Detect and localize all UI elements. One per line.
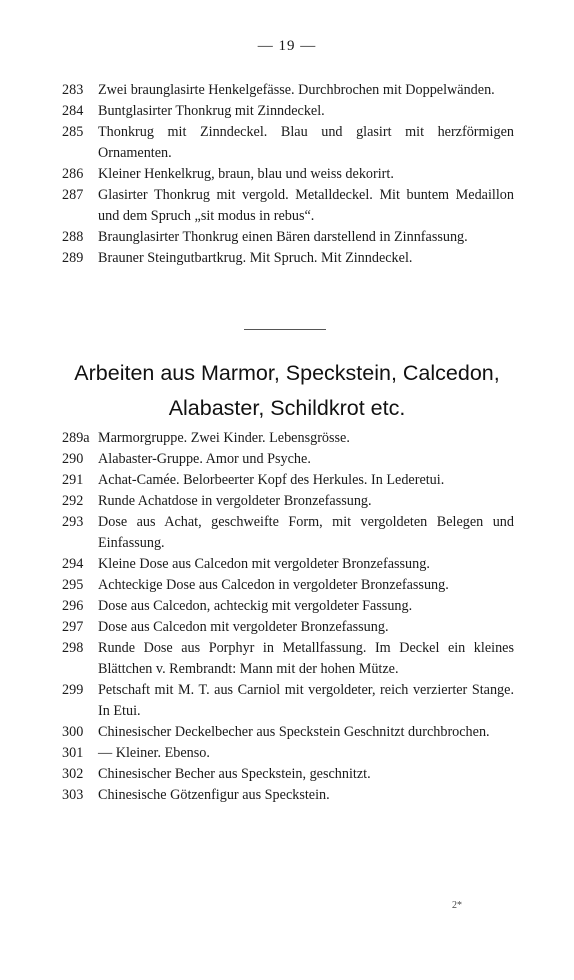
section-heading-line-2: Alabaster, Schildkrot etc.: [168, 396, 406, 420]
catalogue-entry: [62, 101, 514, 122]
catalogue-entry: [62, 122, 514, 164]
catalogue-entry: [62, 164, 514, 185]
entry-number: 284: [62, 103, 84, 119]
entry-description: Dose aus Calcedon mit vergoldeter Bronzefassung.: [98, 619, 389, 635]
entry-description: Alabaster-Gruppe. Amor und Psyche.: [98, 451, 311, 467]
entry-description: Thonkrug mit Zinndeckel. Blau und glasirt mit herzförmigen Ornamenten.: [98, 124, 514, 161]
entry-description: Zwei braunglasirte Henkelgefässe. Durchbrochen mit Doppelwänden.: [98, 82, 495, 98]
entry-number: 286: [62, 166, 84, 182]
catalogue-entry: [62, 596, 514, 617]
entry-number: 291: [62, 472, 84, 488]
entry-number: 299: [62, 682, 84, 698]
entry-description: Kleiner Henkelkrug, braun, blau und weiss dekorirt.: [98, 166, 394, 182]
catalogue-entry: [62, 512, 514, 554]
section-heading: [40, 356, 534, 426]
entry-number: 302: [62, 766, 84, 782]
entry-number: 288: [62, 229, 84, 245]
entry-description: Chinesische Götzenfigur aus Speckstein.: [98, 787, 330, 803]
catalogue-entry: [62, 227, 514, 248]
catalogue-entry: [62, 638, 514, 680]
entry-description: — Kleiner. Ebenso.: [98, 745, 210, 761]
entry-description: Chinesischer Becher aus Speckstein, geschnitzt.: [98, 766, 371, 782]
entry-description: Dose aus Achat, geschweifte Form, mit vergoldeten Belegen und Einfassung.: [98, 514, 514, 551]
entry-description: Achteckige Dose aus Calcedon in vergoldeter Bronzefassung.: [98, 577, 449, 593]
entry-description: Runde Achatdose in vergoldeter Bronzefassung.: [98, 493, 372, 509]
catalogue-entry: [62, 722, 514, 743]
entry-number: 289: [62, 250, 84, 266]
entry-number: 298: [62, 640, 84, 656]
entry-number: 287: [62, 187, 84, 203]
catalogue-section-ceramics: [62, 80, 514, 269]
catalogue-entry: [62, 575, 514, 596]
catalogue-entry: [62, 80, 514, 101]
entry-number: 289a: [62, 430, 90, 446]
catalogue-entry: [62, 248, 514, 269]
page-number: — 19 —: [257, 38, 317, 54]
catalogue-section-stone-works: [62, 428, 514, 806]
entry-number: 300: [62, 724, 84, 740]
entry-description: Runde Dose aus Porphyr in Metallfassung. Im Deckel ein kleines Blättchen v. Rembrandt: Mann mit der hohen Mütze.: [98, 640, 514, 677]
entry-description: Chinesischer Deckelbecher aus Speckstein Geschnitzt durchbrochen.: [98, 724, 490, 740]
entry-description: Glasirter Thonkrug mit vergold. Metalldeckel. Mit buntem Medaillon und dem Spruch „sit modus in rebus“.: [98, 187, 514, 224]
catalogue-entry: [62, 185, 514, 227]
catalogue-entry: [62, 680, 514, 722]
entry-description: Petschaft mit M. T. aus Carniol mit vergoldeter, reich verzierter Stange. In Etui.: [98, 682, 514, 719]
entry-number: 297: [62, 619, 84, 635]
entry-number: 294: [62, 556, 84, 572]
entry-number: 296: [62, 598, 84, 614]
catalogue-entry: [62, 428, 514, 449]
entry-number: 295: [62, 577, 84, 593]
entry-number: 292: [62, 493, 84, 509]
catalogue-entry: [62, 785, 514, 806]
catalogue-entry: [62, 449, 514, 470]
catalogue-entry: [62, 743, 514, 764]
entry-description: Dose aus Calcedon, achteckig mit vergoldeter Fassung.: [98, 598, 413, 614]
entry-description: Buntglasirter Thonkrug mit Zinndeckel.: [98, 103, 325, 119]
entry-number: 283: [62, 82, 84, 98]
entry-number: 290: [62, 451, 84, 467]
entry-description: Kleine Dose aus Calcedon mit vergoldeter Bronzefassung.: [98, 556, 430, 572]
signature-mark: 2*: [452, 900, 462, 911]
entry-number: 303: [62, 787, 84, 803]
entry-number: 285: [62, 124, 84, 140]
catalogue-entry: [62, 470, 514, 491]
entry-description: Marmorgruppe. Zwei Kinder. Lebensgrösse.: [98, 430, 350, 446]
catalogue-entry: [62, 764, 514, 785]
catalogue-entry: [62, 491, 514, 512]
entry-number: 301: [62, 745, 84, 761]
section-divider: [244, 329, 326, 330]
catalogue-entry: [62, 554, 514, 575]
entry-description: Achat-Camée. Belorbeerter Kopf des Herkules. In Lederetui.: [98, 472, 445, 488]
entry-description: Braunglasirter Thonkrug einen Bären darstellend in Zinnfassung.: [98, 229, 468, 245]
catalogue-entry: [62, 617, 514, 638]
section-heading-line-1: Arbeiten aus Marmor, Speckstein, Calcedon,: [74, 361, 500, 385]
entry-description: Brauner Steingutbartkrug. Mit Spruch. Mit Zinndeckel.: [98, 250, 413, 266]
entry-number: 293: [62, 514, 84, 530]
